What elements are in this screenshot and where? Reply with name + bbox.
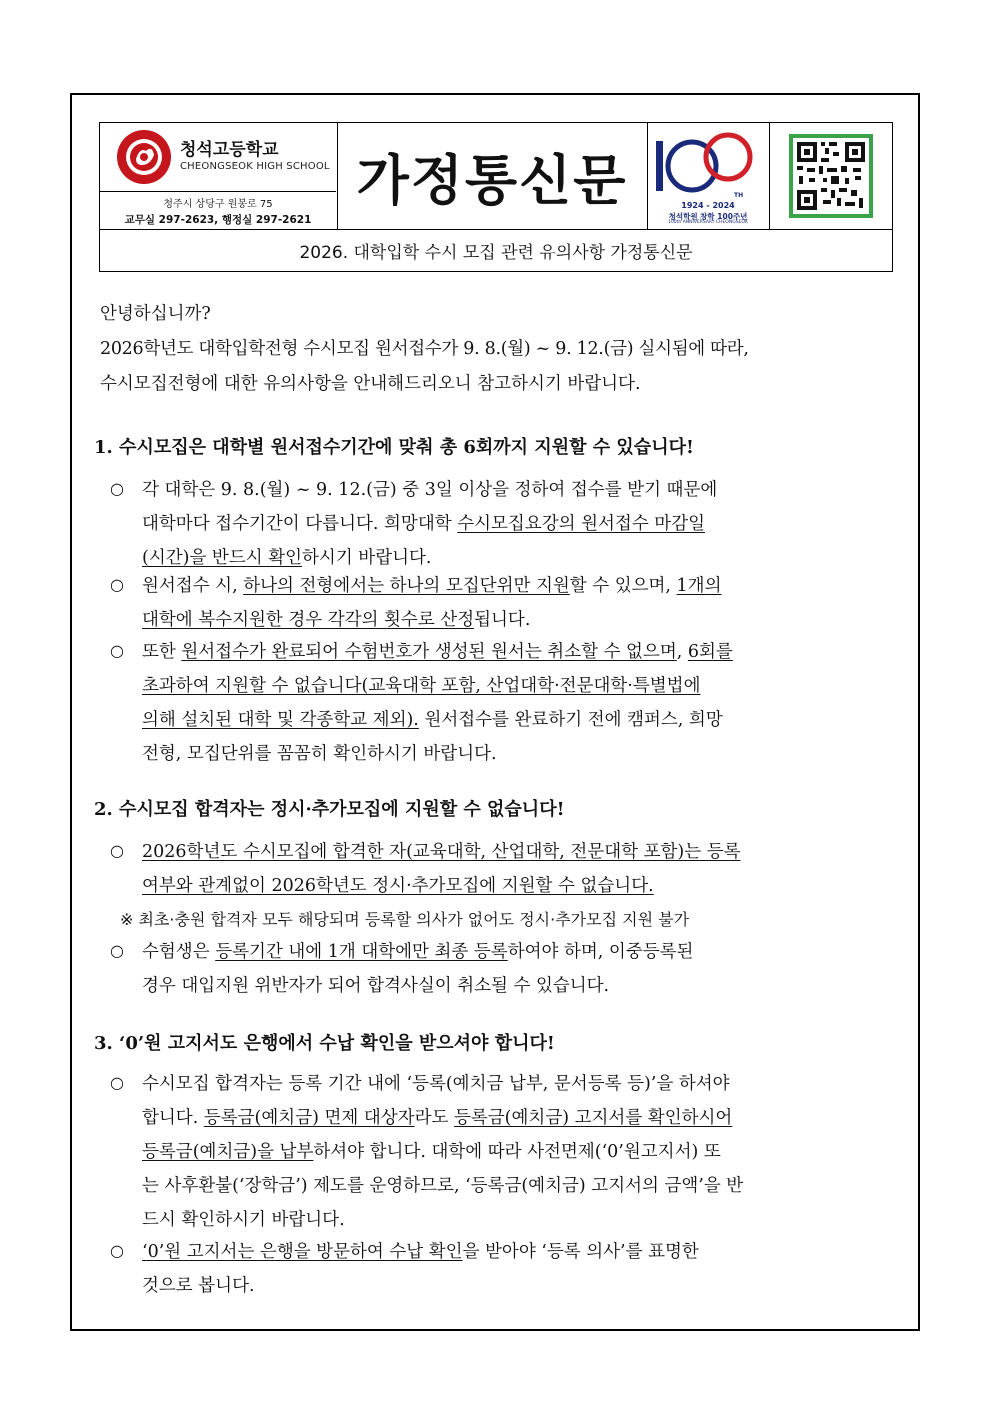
s1-b1-line-3 <box>142 544 432 569</box>
bullet-symbol: ○ <box>110 575 124 594</box>
s2-b2-line-2: 경우 대입지원 위반자가 되어 합격사실이 취소될 수 있습니다. <box>142 976 610 996</box>
s1-b3-text: , <box>676 642 688 662</box>
school-info-cell <box>100 123 338 229</box>
s1-b3-line-2 <box>142 672 700 697</box>
s1-b1-line-2 <box>142 510 705 535</box>
newsletter-header <box>99 122 893 272</box>
s3-b2-line-2: 것으로 봅니다. <box>142 1276 255 1296</box>
s1-b3-line-3 <box>142 706 723 731</box>
s2-b1-line-1 <box>142 838 741 863</box>
s1-b3-underline: 원서접수가 완료되어 수험번호가 생성된 원서는 취소할 수 없으며 <box>181 642 677 662</box>
anniversary-ko: 청석학원 창학 100주년 <box>668 212 748 221</box>
school-name-en: CHEONGSEOK HIGH SCHOOL <box>180 161 330 172</box>
s1-b2-text: 할 수 있으며, <box>569 576 677 596</box>
s1-b1-text: 하시기 바랍니다. <box>302 548 432 568</box>
s3-b2-line-1 <box>142 1238 699 1263</box>
intro-line-2: 수시모집전형에 대한 유의사항을 안내해드리오니 참고하시기 바랍니다. <box>100 374 641 394</box>
school-logo-row <box>100 123 336 192</box>
s1-b1-line-1: 각 대학은 9. 8.(월) ~ 9. 12.(금) 중 3일 이상을 정하여 접수를 받기 때문에 <box>142 480 718 500</box>
s1-b3-line-4: 전형, 모집단위를 꼼꼼히 확인하시기 바랍니다. <box>142 744 497 764</box>
s3-b1-text: 합니다. <box>142 1108 204 1128</box>
s2-b1-line-2 <box>142 872 654 897</box>
s2-b2-line-1 <box>142 938 693 963</box>
s1-b2-underline: 1개의 <box>676 576 722 596</box>
school-phone: 교무실 297-2623, 행정실 297-2621 <box>124 214 312 226</box>
s3-b1-underline: 등록금(예치금) 면제 대상자 <box>203 1108 415 1128</box>
s1-b3-underline: 6회를 <box>687 642 733 662</box>
s1-b3-text: 원서접수를 완료하기 전에 캠퍼스, 희망 <box>418 710 723 730</box>
s3-b2-underline: ‘0’원 고지서는 은행을 방문하여 수납 확인 <box>142 1242 463 1262</box>
s3-b1-line-1: 수시모집 합격자는 등록 기간 내에 ‘등록(예치금 납부, 문서등록 등)’을 하셔야 <box>142 1074 730 1094</box>
bullet-symbol: ○ <box>110 479 124 498</box>
qr-code-icon[interactable] <box>789 134 873 218</box>
header-table <box>99 122 893 230</box>
anniversary-en: 100th ANNIVERSARY CHEONGSEOK <box>668 220 748 225</box>
s3-b1-line-4: 는 사후환불(‘장학금’) 제도를 운영하므로, ‘등록금(예치금) 고지서의 금액’을 반 <box>142 1176 744 1196</box>
s1-b2-underline: 하나의 전형에서는 하나의 모집단위만 지원 <box>243 576 570 596</box>
anniversary-years: 1924 - 2024 <box>681 201 735 210</box>
anniversary-100-logo-icon <box>648 127 768 205</box>
s2-b2-text: 수험생은 <box>142 942 216 962</box>
s3-b1-line-2 <box>142 1104 732 1129</box>
s1-b3-underline: 초과하여 지원할 수 없습니다(교육대학 포함, 산업대학·전문대학·특별법에 <box>142 676 701 696</box>
anniversary-cell <box>648 123 770 229</box>
qr-cell <box>770 123 892 229</box>
s3-b1-text: 하셔야 합니다. 대학에 따라 사전면제(‘0’원고지서) 또 <box>313 1142 721 1162</box>
s1-b1-underline: (시간)을 반드시 확인 <box>142 548 303 568</box>
title-cell <box>338 123 648 229</box>
anniversary-th: TH <box>734 192 744 199</box>
s2-note: ※ 최초·충원 합격자 모두 해당되며 등록할 의사가 없어도 정시·추가모집 지원 불가 <box>120 910 690 929</box>
bullet-symbol: ○ <box>110 841 124 860</box>
s1-b2-line-2 <box>142 606 530 631</box>
s1-b2-line-1 <box>142 572 722 597</box>
s3-b1-line-5: 드시 확인하시기 바랍니다. <box>142 1210 345 1230</box>
section-1-heading: 1. 수시모집은 대학별 원서접수기간에 맞춰 총 6회까지 지원할 수 있습니다! <box>94 437 694 458</box>
s3-b1-line-3 <box>142 1138 721 1163</box>
s2-b2-underline: 등록기간 내에 1개 대학에만 최종 등록 <box>215 942 508 962</box>
s2-b2-text: 하여야 하며, 이중등록된 <box>507 942 694 962</box>
bullet-symbol: ○ <box>110 1073 124 1092</box>
bullet-symbol: ○ <box>110 1241 124 1260</box>
newsletter-subtitle: 2026. 대학입학 수시 모집 관련 유의사항 가정통신문 <box>99 230 893 272</box>
s1-b1-text: 대학마다 접수기간이 다릅니다. 희망대학 <box>142 514 458 534</box>
school-emblem-icon <box>116 129 172 185</box>
s1-b1-underline: 수시모집요강의 원서접수 마감일 <box>457 514 705 534</box>
section-3-heading: 3. ‘0’원 고지서도 은행에서 수납 확인을 받으셔야 합니다! <box>94 1033 555 1054</box>
s1-b2-text: 원서접수 시, <box>142 576 244 596</box>
page-title: 가정통신문 <box>356 148 628 212</box>
s3-b1-underline: 등록금(예치금) 고지서를 확인하시어 <box>453 1108 733 1128</box>
section-2-heading: 2. 수시모집 합격자는 정시·추가모집에 지원할 수 없습니다! <box>94 799 565 820</box>
s2-b1-underline: 2026학년도 수시모집에 합격한 자(교육대학, 산업대학, 전문대학 포함)는 등록 <box>142 842 741 862</box>
intro-greeting: 안녕하십니까? <box>100 304 211 324</box>
s3-b1-text: 라도 <box>414 1108 454 1128</box>
s3-b2-text: 을 받아야 ‘등록 의사’를 표명한 <box>462 1242 699 1262</box>
s3-b1-underline: 등록금(예치금)을 납부 <box>142 1142 314 1162</box>
s1-b2-underline: 대학에 복수지원한 경우 각각의 횟수로 산정 <box>142 610 475 630</box>
s2-b1-underline: 여부와 관계없이 2026학년도 정시·추가모집에 지원할 수 없습니다. <box>142 876 654 896</box>
school-name-ko: 청석고등학교 <box>180 140 279 160</box>
s1-b3-underline: 의해 설치된 대학 및 각종학교 제외). <box>142 710 419 730</box>
s1-b2-text: 됩니다. <box>474 610 531 630</box>
bullet-symbol: ○ <box>110 641 124 660</box>
intro-line-1: 2026학년도 대학입학전형 수시모집 원서접수가 9. 8.(월) ~ 9. 12.(금) 실시됨에 따라, <box>100 339 749 359</box>
bullet-symbol: ○ <box>110 941 124 960</box>
s1-b3-text: 또한 <box>142 642 182 662</box>
school-address: 청주시 상당구 원봉로 75 <box>163 199 273 210</box>
s1-b3-line-1 <box>142 638 733 663</box>
